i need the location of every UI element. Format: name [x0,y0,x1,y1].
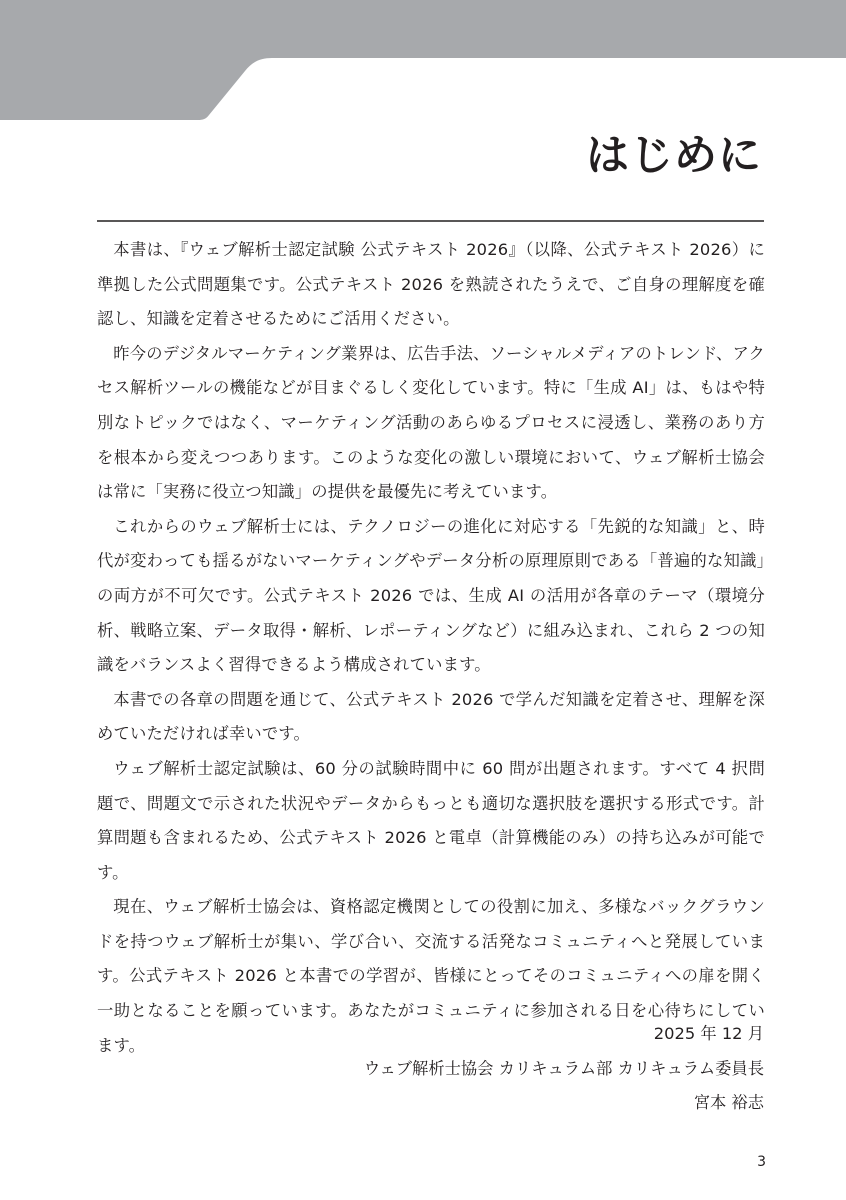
header-band [0,0,846,120]
page-number: 3 [757,1154,766,1170]
signature-affiliation: ウェブ解析士協会 カリキュラム部 カリキュラム委員長 [363,1058,764,1078]
paragraph: 本書は、『ウェブ解析士認定試験 公式テキスト 2026』（以降、公式テキスト 2026）に準拠した公式問題集です。公式テキスト 2026 を熟読されたうえで、ご自身の理解度を確認し、知識を定着させるためにご活用ください。 [97,240,765,329]
body-text [97,233,765,1063]
paragraph: 本書での各章の問題を通じて、公式テキスト 2026 で学んだ知識を定着させ、理解を深めていただければ幸いです。 [97,689,765,744]
signature-name: 宮本 裕志 [693,1093,764,1112]
signature-date: 2025 年 12 月 [653,1024,764,1043]
paragraph: 昨今のデジタルマーケティング業界は、広告手法、ソーシャルメディアのトレンド、アクセス解析ツールの機能などが目まぐるしく変化しています。特に「生成 AI」は、もはや特別なトピックではなく、マーケティング活動のあらゆるプロセスに浸透し、業務のあり方を根本から変えつつあります。このような変化の激しい環境において、ウェブ解析士協会は常に「実務に役立つ知識」の提供を最優先に考えています。 [97,343,765,502]
signature-block [364,1017,764,1121]
paragraph: これからのウェブ解析士には、テクノロジーの進化に対応する「先鋭的な知識」と、時代が変わっても揺るがないマーケティングやデータ分析の原理原則である「普遍的な知識」の両方が不可欠です。公式テキスト 2026 では、生成 AI の活用が各章のテーマ（環境分析、戦略立案、データ取得・解析、レポーティングなど）に組み込まれ、これら 2 つの知識をバランスよく習得できるよう構成されています。 [97,516,765,675]
paragraph: ウェブ解析士認定試験は、60 分の試験時間中に 60 問が出題されます。すべて 4 択問題で、問題文で示された状況やデータからもっとも適切な選択肢を選択する形式です。計算問題も含まれるため、公式テキスト 2026 と電卓（計算機能のみ）の持ち込みが可能です。 [97,758,765,882]
page-title: はじめに [586,131,762,181]
paragraph: 現在、ウェブ解析士協会は、資格認定機関としての役割に加え、多様なバックグラウンドを持つウェブ解析士が集い、学び合い、交流する活発なコミュニティへと発展しています。公式テキスト 2026 と本書での学習が、皆様にとってそのコミュニティへの扉を開く一助となることを願っています。あなたがコミュニティに参加される日を心待ちにしています。 [97,897,765,1055]
header-band-shape [0,0,846,120]
title-divider [97,220,764,222]
